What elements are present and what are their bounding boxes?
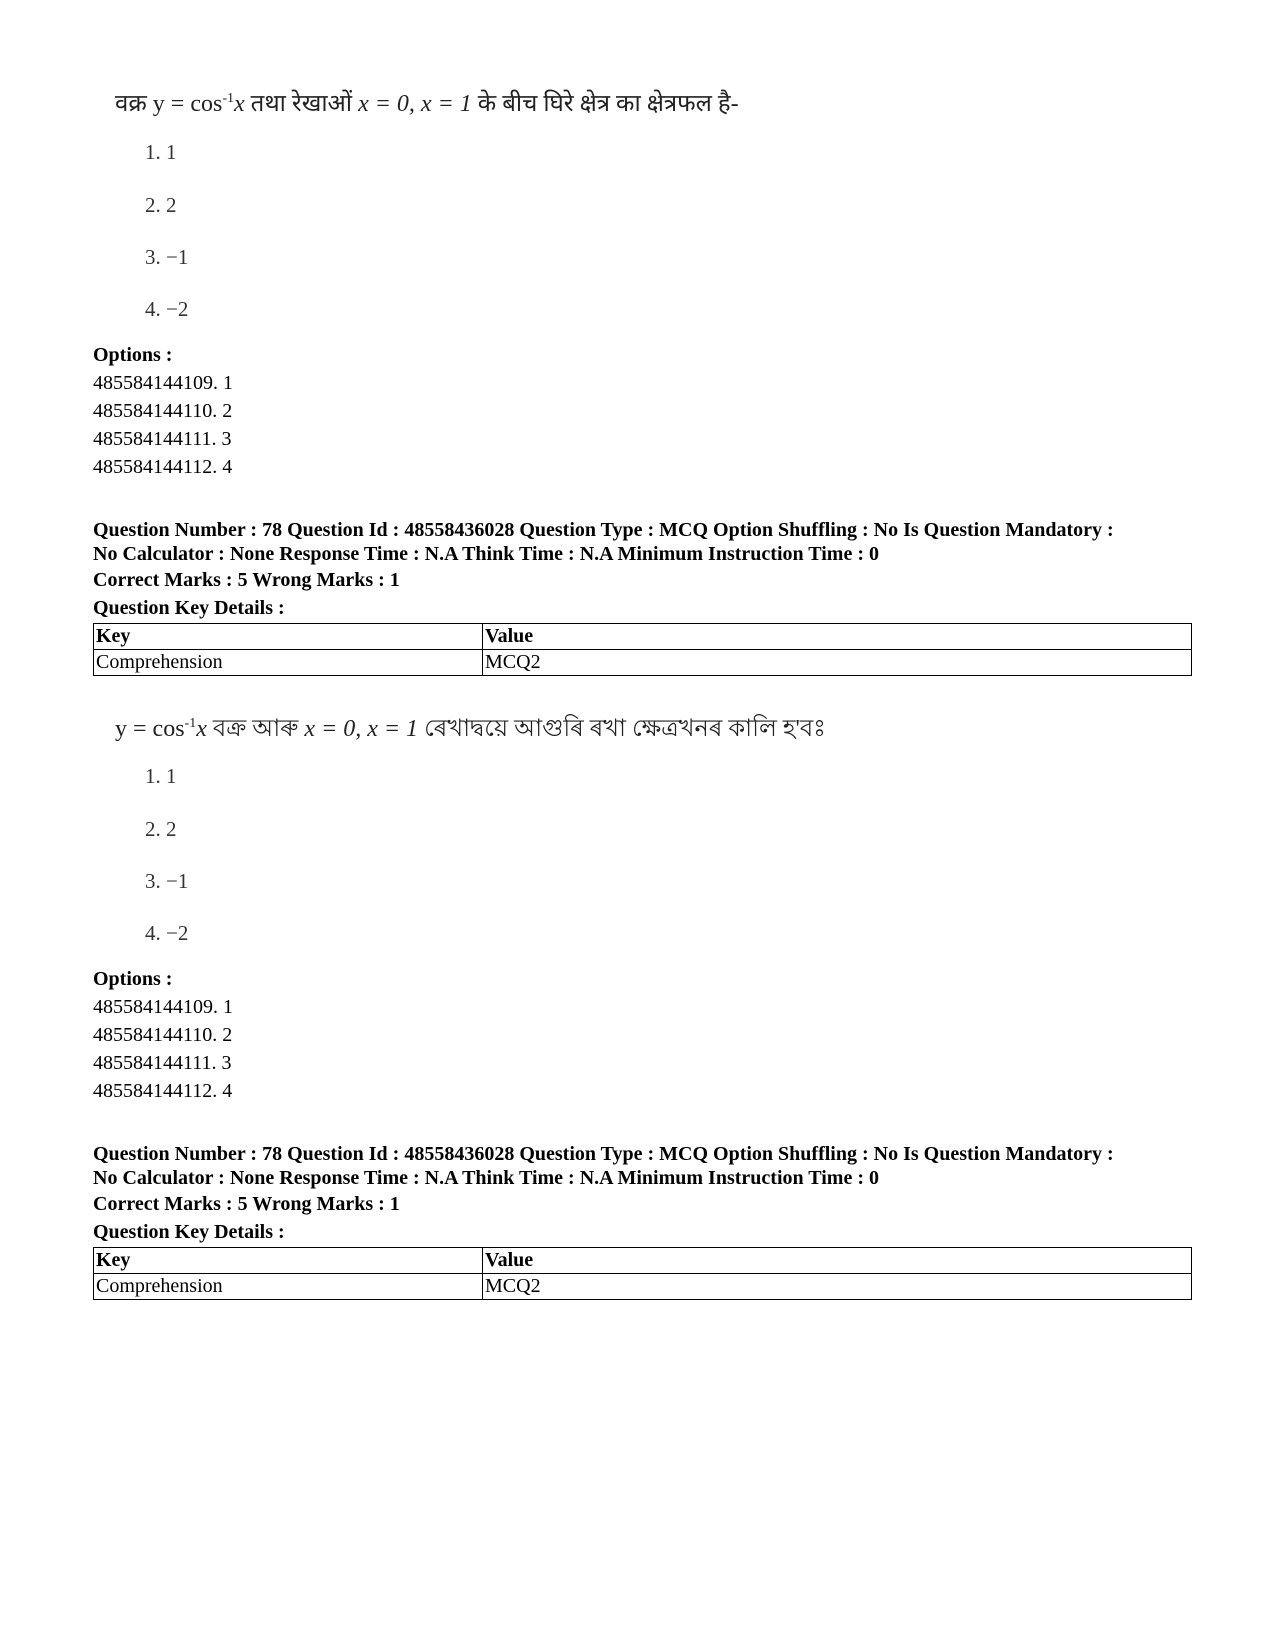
key-details-table — [93, 1247, 1192, 1300]
option-item: 485584144112. 4 — [93, 456, 233, 478]
table-header-key: Key — [94, 624, 483, 650]
question-suffix: ৰেখাদ্বয়ে আগুৰি ৰখা ক্ষেত্ৰখনৰ কালি হ'বঃ — [418, 716, 826, 742]
option-item: 485584144110. 2 — [93, 1024, 233, 1046]
question-meta-line: No Calculator : None Response Time : N.A Think Time : N.A Minimum Instruction Time : 0 — [93, 543, 879, 565]
question-meta — [93, 518, 1193, 566]
table-header-value: Value — [483, 624, 1192, 650]
table-header-row — [94, 1248, 1192, 1274]
table-header-key: Key — [94, 1248, 483, 1274]
marks-line: Correct Marks : 5 Wrong Marks : 1 — [93, 1193, 400, 1215]
question-choice: 3. −1 — [145, 869, 189, 893]
table-header-value: Value — [483, 1248, 1192, 1274]
question-mid: तथा रेखाओं — [244, 91, 359, 117]
question-meta-line: Question Number : 78 Question Id : 48558436028 Question Type : MCQ Option Shuffling : No Is Question Mandatory : — [93, 1143, 1114, 1165]
question-choice: 2. 2 — [145, 817, 177, 841]
math-expression: $y = \cos^{-1}x$ — [115, 716, 207, 742]
option-item: 485584144110. 2 — [93, 400, 233, 422]
math-expression: $y = \cos^{-1}x$ — [152, 91, 245, 117]
key-details-table — [93, 623, 1192, 676]
option-item: 485584144111. 3 — [93, 1052, 232, 1074]
key-details-label: Question Key Details : — [93, 597, 285, 619]
question-meta-line: Question Number : 78 Question Id : 48558436028 Question Type : MCQ Option Shuffling : No Is Question Mandatory : — [93, 519, 1114, 541]
table-cell-value: MCQ2 — [483, 1274, 1192, 1300]
question-image-assamese — [115, 710, 826, 750]
math-bounds: x = 0, x = 1 — [358, 91, 472, 117]
math-bounds: x = 0, x = 1 — [304, 716, 419, 742]
question-prefix: वक्र — [115, 91, 153, 117]
option-item: 485584144112. 4 — [93, 1080, 233, 1102]
question-meta-line: No Calculator : None Response Time : N.A Think Time : N.A Minimum Instruction Time : 0 — [93, 1167, 879, 1189]
question-choice: 4. −2 — [145, 297, 189, 321]
key-details-label: Question Key Details : — [93, 1221, 285, 1243]
question-suffix: के बीच घिरे क्षेत्र का क्षेत्रफल है- — [471, 91, 739, 117]
table-header-row — [94, 624, 1192, 650]
question-choice: 3. −1 — [145, 245, 189, 269]
question-choice: 4. −2 — [145, 921, 189, 945]
marks-line: Correct Marks : 5 Wrong Marks : 1 — [93, 569, 400, 591]
question-choice: 1. 1 — [145, 140, 177, 164]
table-row — [94, 1274, 1192, 1300]
option-item: 485584144109. 1 — [93, 996, 233, 1018]
question-mid: বক্ৰ আৰু — [206, 716, 305, 742]
table-cell-value: MCQ2 — [483, 650, 1192, 676]
table-cell-key: Comprehension — [94, 650, 483, 676]
question-choice: 2. 2 — [145, 193, 177, 217]
question-meta — [93, 1142, 1193, 1190]
options-label: Options : — [93, 968, 173, 990]
option-item: 485584144111. 3 — [93, 428, 232, 450]
options-label: Options : — [93, 344, 173, 366]
option-item: 485584144109. 1 — [93, 372, 233, 394]
question-choice: 1. 1 — [145, 764, 177, 788]
table-row — [94, 650, 1192, 676]
question-image-hindi — [115, 86, 739, 119]
table-cell-key: Comprehension — [94, 1274, 483, 1300]
